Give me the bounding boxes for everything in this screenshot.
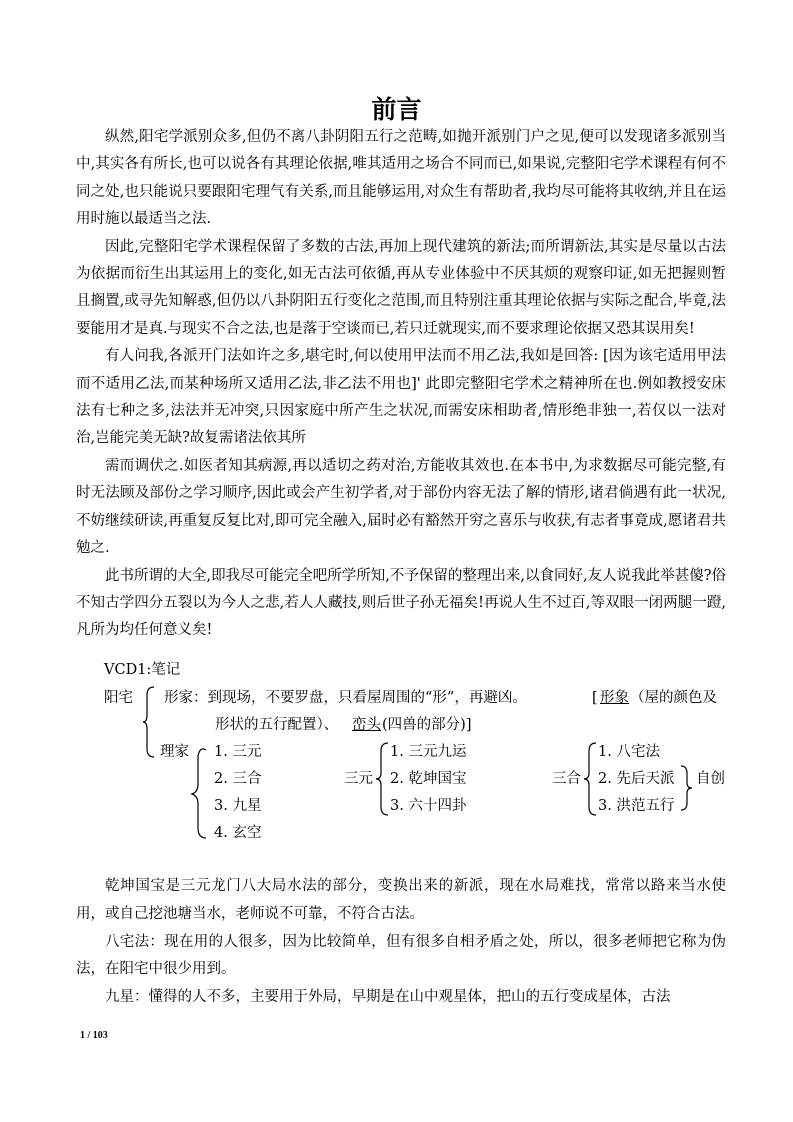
- paragraph-1: 纵然,阳宅学派别众多,但仍不离八卦阴阳五行之范畴,如抛开派别门户之见,便可以发现诸多派别当中,其实各有所长,也可以说各有其理论依据,唯其适用之场合不同而已,如果说,完整阳宅学术课程有何不同之处,也只能说只要跟阳宅理气有关系,而且能够运用,对众生有帮助者,我均尽可能将其收纳,并且在运用时施以最适当之法.: [76, 129, 726, 228]
- notes-body: [76, 873, 726, 1012]
- xingjia-bracket-open: [: [592, 690, 598, 706]
- diagram-root-label: 阳宅: [104, 690, 133, 706]
- note-paragraph-1: 乾坤国宝是三元龙门八大局水法的部分，变换出来的新派，现在水局难找，常常以路来当水使用，或自己挖池塘当水，老师说不可靠，不符合古法。: [76, 878, 726, 922]
- xingxiang-desc-2: 形状的五行配置）、: [215, 717, 339, 733]
- notes-label: VCD1:笔记: [104, 662, 181, 678]
- sanhe-brace-icon: [582, 740, 598, 818]
- paragraph-5: 此书所谓的大全,即我尽可能完全吧所学所知,不予保留的整理出来,以食同好,友人说我此举甚傻?俗不知古学四分五裂以为今人之悲,若人人藏技,则后世子孙无福矣!再说人生不过百,等双眼一闭两腿一蹬,凡所为均任何意义矣!: [76, 567, 726, 639]
- sanhe-item-1: 1. 八宅法: [598, 744, 660, 760]
- lijia-item-1: 1. 三元: [214, 744, 262, 760]
- xingxiang-desc-1: （屋的颜色及: [630, 690, 717, 706]
- sanyuan-brace-icon: [374, 740, 390, 818]
- sanhe-item-3: 3. 洪范五行: [598, 798, 675, 814]
- paragraph-3: 有人问我,各派开门法如许之多,堪宅时,何以使用甲法而不用乙法,我如是回答: [因为该宅适用甲法而不适用乙法,而某种场所又适用乙法,非乙法不用也]' 此即完整阳宅学术之精神所在也.例如教授安床法有七种之多,法法并无冲突,只因家庭中所产生之状况,而需安床相助者,情形绝非独一,若仅以一法对治,岂能完美无缺?故复需诸法依其所: [76, 348, 726, 447]
- paragraph-4: 需而调伏之.如医者知其病源,再以适切之药对治,方能收其效也.在本书中,为求数据尽可能完整,有时无法顾及部份之学习顺序,因此或会产生初学者,对于部份内容无法了解的情形,诸君倘遇有此一状况,不妨继续研读,再重复反复比对,即可完全融入,届时必有豁然开穷之喜乐与收获,有志者事竟成,愿诸君共勉之.: [76, 457, 726, 557]
- sanyuan-label: 三元: [344, 771, 373, 787]
- lijia-label: 理家: [160, 744, 189, 760]
- lijia-item-2: 2. 三合: [214, 771, 262, 787]
- sanyuan-item-3: 3. 六十四卦: [390, 798, 467, 814]
- luantou-term: 峦头: [352, 717, 381, 733]
- xingjia-label: 形家：到现场，不要罗盘，只看屋周围的“形”，再避凶。: [164, 690, 527, 706]
- sanyuan-item-1: 1. 三元九运: [390, 744, 467, 760]
- xingxiang-term: 形象: [600, 690, 629, 706]
- page-number: 1 / 103: [80, 1030, 108, 1041]
- sanyuan-item-2: 2. 乾坤国宝: [390, 771, 467, 787]
- lijia-item-4: 4. 玄空: [214, 825, 262, 841]
- lijia-brace-icon: [190, 744, 208, 840]
- note-paragraph-3: 九星：懂得的人不多，主要用于外局，早期是在山中观星体，把山的五行变成星体，古法: [105, 989, 671, 1006]
- zichuang-brace-icon: [680, 764, 694, 812]
- paragraph-2: 因此,完整阳宅学术课程保留了多数的古法,再加上现代建筑的新法;而所谓新法,其实是尽量以古法为依据而衍生出其运用上的变化,如无古法可依循,再从专业体验中不厌其烦的观察印证,如无把握则暂且搁置,或寻先知解惑,但仍以八卦阴阳五行变化之范围,而且特别注重其理论依据与实际之配合,毕竟,法要能用才是真.与现实不合之法,也是落于空谈而已,若只迁就现实,而不要求理论依据又恐其误用矣!: [76, 238, 726, 337]
- preface-body: [76, 124, 726, 645]
- lijia-item-3: 3. 九星: [214, 798, 262, 814]
- luantou-desc: (四兽的部分)]: [382, 717, 472, 733]
- zichuang-label: 自创: [696, 771, 725, 787]
- root-brace-icon: [142, 686, 156, 758]
- sanhe-label: 三合: [552, 771, 581, 787]
- sanhe-item-2: 2. 先后天派: [598, 771, 675, 787]
- classification-diagram: [0, 680, 793, 850]
- page-title: 前言: [371, 95, 422, 124]
- note-paragraph-2: 八宅法：现在用的人很多，因为比较简单，但有很多自相矛盾之处，所以，很多老师把它称为伪法，在阳宅中很少用到。: [76, 933, 726, 978]
